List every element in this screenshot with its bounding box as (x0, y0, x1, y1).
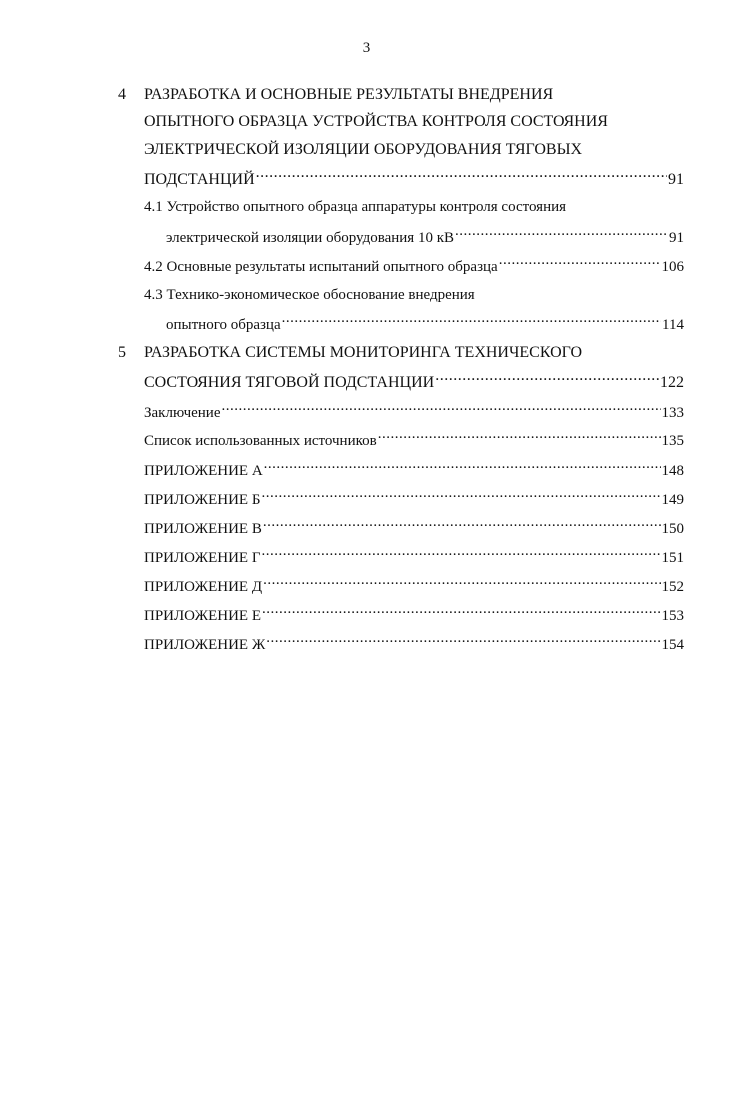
leader-dots (263, 517, 661, 533)
toc-appendix-b-line (144, 488, 684, 510)
leader-dots (264, 459, 661, 475)
toc-section-4-1-title-part-2: электрической изоляции оборудования 10 кВ (166, 230, 454, 246)
toc-appendix-e-title: ПРИЛОЖЕНИЕ Е (144, 608, 261, 624)
toc-chapter-4-title-part-3: ЭЛЕКТРИЧЕСКОЙ ИЗОЛЯЦИИ ОБОРУДОВАНИЯ ТЯГОВЫХ (144, 141, 583, 158)
toc-chapter-4-line-3 (144, 139, 688, 161)
toc-section-4-1-line-1 (144, 196, 684, 218)
toc-chapter-5-number: 5 (118, 344, 126, 361)
leader-dots (435, 371, 659, 387)
toc-conclusion-title: Заключение (144, 405, 221, 421)
toc-appendix-g-line (144, 546, 684, 568)
toc-appendix-d-title: ПРИЛОЖЕНИЕ Д (144, 579, 263, 595)
page-number: 3 (362, 40, 371, 56)
toc-appendix-zh-line (144, 633, 684, 655)
toc-appendix-zh-title: ПРИЛОЖЕНИЕ Ж (144, 637, 266, 653)
toc-section-4-3-page: 114 (662, 317, 684, 333)
toc-appendix-b-page: 149 (661, 492, 684, 508)
leader-dots (222, 401, 661, 417)
toc-chapter-4-line-2 (144, 111, 688, 133)
toc-chapter-5-line-1 (118, 342, 688, 364)
toc-chapter-5-title-part-2: СОСТОЯНИЯ ТЯГОВОЙ ПОДСТАНЦИИ (144, 374, 435, 391)
toc-section-4-2-page: 106 (661, 259, 684, 275)
toc-sources-line (144, 429, 684, 451)
toc-conclusion-page: 133 (661, 405, 684, 421)
toc-appendix-v-line (144, 517, 684, 539)
toc-appendix-d-line (144, 575, 684, 597)
toc-appendix-b-title: ПРИЛОЖЕНИЕ Б (144, 492, 261, 508)
toc-section-4-3-title-part-2: опытного образца (166, 317, 281, 333)
toc-chapter-4-title-part-4: ПОДСТАНЦИЙ (144, 171, 255, 188)
leader-dots (262, 546, 661, 562)
leader-dots (378, 429, 661, 445)
toc-appendix-e-line (144, 604, 684, 626)
leader-dots (261, 488, 660, 504)
toc-conclusion-line (144, 401, 684, 423)
leader-dots (262, 604, 661, 620)
toc-sources-title: Список использованных источников (144, 433, 377, 449)
toc-appendix-g-page: 151 (661, 550, 684, 566)
toc-chapter-4-page: 91 (668, 171, 684, 188)
toc-section-4-3-title-part-1: 4.3 Технико-экономическое обоснование внедрения (144, 287, 475, 303)
toc-appendix-d-page: 152 (661, 579, 684, 595)
toc-appendix-zh-page: 154 (661, 637, 684, 653)
leader-dots (282, 313, 661, 329)
leader-dots (256, 168, 667, 184)
toc-appendix-g-title: ПРИЛОЖЕНИЕ Г (144, 550, 261, 566)
toc-sources-page: 135 (661, 433, 684, 449)
toc-chapter-5-page: 122 (660, 374, 684, 391)
toc-section-4-3-line-2 (166, 313, 684, 335)
leader-dots (455, 226, 668, 242)
toc-chapter-4-number: 4 (118, 86, 126, 103)
toc-chapter-4-line-1 (118, 84, 688, 106)
leader-dots (499, 255, 661, 271)
leader-dots (266, 633, 660, 649)
toc-section-4-2-title: 4.2 Основные результаты испытаний опытного образца (144, 259, 498, 275)
toc-section-4-1-page: 91 (669, 230, 684, 246)
toc-chapter-5-line-2 (144, 371, 684, 393)
toc-appendix-a-page: 148 (661, 463, 684, 479)
toc-chapter-4-line-4 (144, 168, 684, 190)
toc-section-4-1-title-part-1: 4.1 Устройство опытного образца аппаратуры контроля состояния (144, 199, 567, 215)
toc-appendix-a-title: ПРИЛОЖЕНИЕ А (144, 463, 263, 479)
toc-chapter-5-title-part-1: РАЗРАБОТКА СИСТЕМЫ МОНИТОРИНГА ТЕХНИЧЕСКОГО (144, 344, 583, 361)
toc-chapter-4-title-part-1: РАЗРАБОТКА И ОСНОВНЫЕ РЕЗУЛЬТАТЫ ВНЕДРЕНИЯ (144, 86, 554, 103)
toc-section-4-3-line-1 (144, 284, 684, 306)
toc-appendix-a-line (144, 459, 684, 481)
toc-chapter-4-title-part-2: ОПЫТНОГО ОБРАЗЦА УСТРОЙСТВА КОНТРОЛЯ СОСТОЯНИЯ (144, 113, 608, 130)
toc-appendix-v-page: 150 (661, 521, 684, 537)
toc-section-4-1-line-2 (166, 226, 684, 248)
toc-appendix-v-title: ПРИЛОЖЕНИЕ В (144, 521, 262, 537)
toc-section-4-2-line (144, 255, 684, 277)
toc-appendix-e-page: 153 (661, 608, 684, 624)
leader-dots (263, 575, 660, 591)
